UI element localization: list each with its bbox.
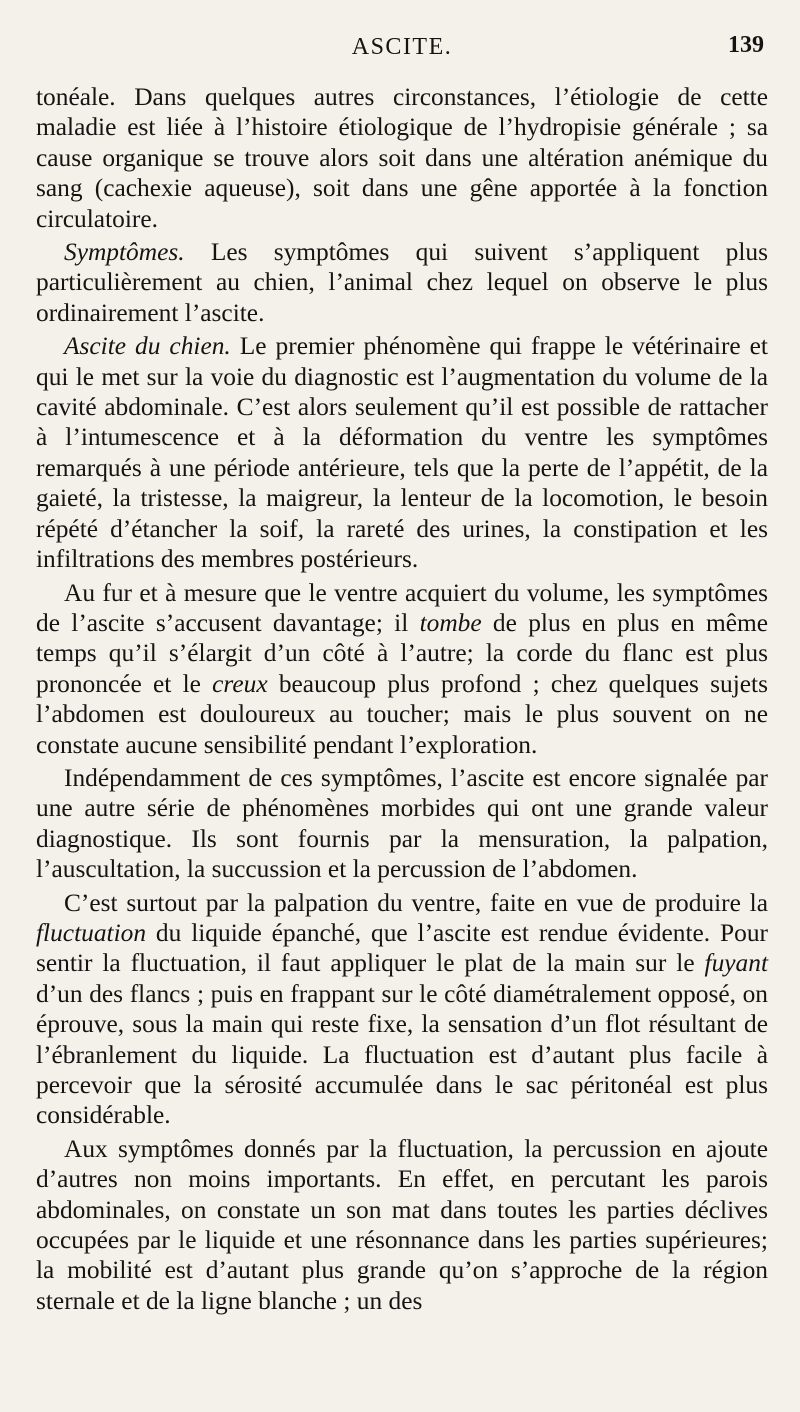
paragraph-text: Aux symptômes donnés par la fluctuation, la percussion en ajoute d’autres non moins importants. En effet, en percutant les parois abdominales, on constate un son mat dans toutes les parties déclives occupées par le liquide et une résonnance dans les parties supérieures; la mobilité est d’autant plus grande qu’on s’approche de la région sternale et de la ligne blanche ; un des	[36, 1134, 768, 1315]
section-heading-ascite-du-chien: Ascite du chien.	[64, 332, 231, 361]
paragraph-text: du liquide épanché, que l’ascite est rendue évidente. Pour sentir la fluctuation, il faut appliquer le plat de la main sur le	[36, 918, 768, 978]
paragraph-text: Les symptômes qui suivent s’appliquent plus particulièrement au chien, l’animal chez lequel on observe le plus ordinairement l’ascite.	[36, 238, 768, 327]
paragraph-text: Au fur et à mesure que le ventre acquiert du volume, les symptômes de l’ascite s’accusent davantage; il	[36, 578, 768, 637]
italic-term-tombe: tombe	[419, 608, 482, 637]
page-number: 139	[728, 32, 764, 58]
paragraph-text: Le premier phénomène qui frappe le vétérinaire et qui le met sur la voie du diagnostic est l’augmentation du volume de la cavité abdominale. C’est alors seulement qu’il est possible de rattacher à l’intumescence et à la déformation du ventre les symptômes remarqués à une période antérieure, tels que la perte de l’appétit, de la gaieté, la tristesse, la maigreur, la lenteur de la locomotion, le besoin répété d’étancher la soif, la rareté des urines, la constipation et les infiltrations des membres postérieurs.	[36, 332, 768, 574]
paragraph-text: Indépendamment de ces symptômes, l’ascite est encore signalée par une autre série de phénomènes morbides qui ont une grande valeur diagnostique. Ils sont fournis par la mensuration, la palpation, l’auscultation, la succussion et la percussion de l’abdomen.	[36, 763, 768, 884]
paragraph-text: tonéale. Dans quelques autres circonstances, l’étiologie de cette maladie est liée à l’histoire étiologique de l’hydropisie générale ; sa cause organique se trouve alors soit dans une altération anémique du sang (cachexie aqueuse), soit dans une gêne apportée à la fonction circulatoire.	[36, 83, 768, 233]
body-text	[36, 82, 768, 1316]
paragraph-symptomes	[36, 237, 768, 328]
paragraph-text: C’est surtout par la palpation du ventre, faite en vue de produire la	[64, 888, 768, 917]
italic-term-creux: creux	[212, 669, 268, 698]
paragraph-palpation	[36, 888, 768, 1131]
paragraph-ascite-du-chien	[36, 331, 768, 574]
page-header	[36, 26, 768, 82]
paragraph-diagnostic	[36, 763, 768, 885]
running-title: ASCITE.	[351, 34, 453, 60]
paragraph-text: d’un des flancs ; puis en frappant sur le côté diamétralement opposé, on éprouve, sous la main qui reste fixe, la sensation d’un flot résultant de l’ébranlement du liquide. La fluctuation est d’autant plus facile à percevoir que la sérosité accumulée dans le sac péritonéal est plus considérable.	[36, 979, 768, 1130]
paragraph-text: de plus en plus en même temps qu’il s’élargit d’un côté à l’autre; la corde du flanc est plus prononcée et le	[36, 608, 768, 698]
italic-term-fuyant: fuyant	[704, 949, 768, 978]
paragraph-volume-ventre	[36, 578, 768, 760]
paragraph-etiologie	[36, 82, 768, 234]
italic-term-fluctuation: fluctuation	[36, 918, 147, 947]
paragraph-text: beaucoup plus profond ; chez quelques sujets l’abdomen est douloureux au toucher; mais le plus souvent on ne constate aucune sensibilité pendant l’exploration.	[36, 669, 768, 759]
paragraph-percussion	[36, 1134, 768, 1316]
section-heading-symptomes: Symptômes.	[64, 238, 185, 267]
